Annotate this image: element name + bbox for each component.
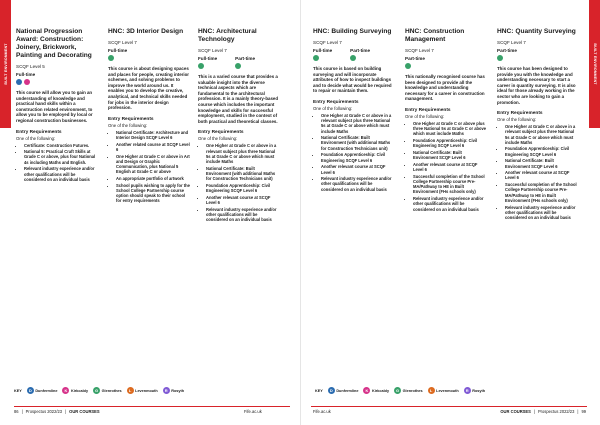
campus-dot-kirkcaldy: K [363,387,370,394]
footer-prospectus: Prospectus 2022/23 [537,409,575,414]
campus-dot-glenrothes [350,55,356,61]
key-item-kirkcaldy [62,387,88,394]
campus-key [315,387,485,394]
requirement-item: • One Higher at Grade C or above in Art and Design or Graphic Communication, plus National 5 English at Grade C or above [116,154,190,175]
key-item-label: Rosyth [472,388,486,393]
study-modes [497,48,579,61]
campus-dot-dunfermline: D [27,387,34,394]
footer-url-text[interactable]: Fife.ac.uk [244,409,262,414]
key-label: KEY [315,388,323,393]
requirement-item: • National Certificate: Built Environment SCQF Level 6 [413,150,487,160]
study-mode-label: Full-time [313,48,333,53]
course-description: This course has been designed to provide you with the knowledge and understanding necessary to start a career in quantity surveying. It is also ideal for those already working in the sector who are looking to gain a promotion. [497,66,576,105]
campus-dot-dunfermline [16,79,22,85]
footer-section: OUR COURSES [69,409,100,414]
key-item-label: Dunfermline [336,388,359,393]
study-mode-label: Full-time [16,72,36,77]
scqf-level: SCQF Level 7 [108,40,137,45]
key-item-levenmouth [428,387,459,394]
campus-key [14,387,184,394]
key-item-label: Rosyth [171,388,185,393]
study-mode [497,48,517,61]
requirement-item: • One Higher at Grade C or above in a relevant subject plus three National 5s at Grade C or above which must include Maths [321,113,395,134]
course-description: This course is about designing spaces and places for people, creating interior schemes, and solving problems to improve the world around us. It enables you to develop the creative, analytical, and technical skills needed for jobs in the interior design profession. [108,66,190,111]
entry-requirements-sub: One of the following: [16,135,56,141]
campus-dots [198,63,217,69]
entry-requirements-sub: One of the following: [198,136,238,142]
key-item-rosyth [464,387,485,394]
requirement-item: • Another relevant course at SCQF Level 6 [206,195,280,205]
key-item-label: Glenrothes [101,388,122,393]
footer-sep: | [533,409,535,414]
course-title: HNC: Building Surveying [313,28,392,35]
requirement-item: • Relevant industry experience and/or other qualifications will be considered on an individual basis [24,166,98,182]
requirement-item: • Relevant industry experience and/or other qualifications will be considered on an individual basis [206,207,280,223]
requirement-item: • Successful completion of the School College Partnership course Pre-MA/Pathway to HE in Built Environment (FHs schools only) [505,182,579,203]
course-title: HNC: 3D Interior Design [108,28,184,35]
footer-rule [14,406,290,407]
requirement-item: • Successful completion of the School College Partnership course Pre-MA/Pathway to HE in Built Environment (FHs schools only) [413,174,487,195]
key-item-glenrothes [93,387,122,394]
entry-requirements-sub: One of the following: [108,122,148,128]
key-item-label: Dunfermline [35,388,58,393]
requirements-list [497,124,579,220]
entry-requirements-heading: Entry Requirements [313,99,359,105]
requirement-item: • Foundation Apprenticeship: Civil Engineering SCQF Level 6 [206,183,280,193]
requirement-item: • Foundation Apprenticeship: Civil Engineering SCQF Level 6 [505,146,579,156]
campus-dot-dunfermline: D [328,387,335,394]
course-description: This nationally recognised course has been designed to provide all the knowledge and understanding necessary for a career in construction management. [405,74,485,102]
requirement-item: • Another relevant course at SCQF Level 6 [505,170,579,180]
requirements-list [16,143,98,182]
study-mode [313,48,332,61]
course-column [405,28,487,213]
requirement-item: • Foundation Apprenticeship: Civil Engineering SCQF Level 6 [321,152,395,162]
campus-dot-levenmouth: L [127,387,134,394]
campus-dots [16,79,35,85]
course-column [108,28,190,205]
campus-dot-levenmouth: L [428,387,435,394]
section-tab-label: BUILT ENVIRONMENT [3,43,8,85]
page-number: 99 [581,409,586,414]
requirements-list [198,143,280,222]
campus-dot-glenrothes [497,55,503,61]
footer-prospectus: Prospectus 2022/23 [25,409,63,414]
campus-dots [108,55,127,61]
course-column [497,28,579,222]
study-mode [350,48,370,61]
key-item-glenrothes [394,387,423,394]
requirements-list [108,130,190,204]
course-column [313,28,395,193]
study-mode-label: Part-time [497,48,517,53]
entry-requirements-heading: Entry Requirements [198,130,244,136]
key-item-label: Kirkcaldy [371,388,390,393]
study-mode-label: Full-time [198,56,218,61]
course-title: HNC: Architectural Technology [198,28,257,43]
study-mode-label: Part-time [405,56,425,61]
key-item-dunfermline [328,387,359,394]
entry-requirements-heading: Entry Requirements [108,116,154,122]
footer-url[interactable] [244,409,262,414]
requirements-list [405,121,487,212]
requirement-item: • National Certificate: Built Environment (with additional Maths for Construction Technicians unit) [321,135,395,151]
course-description: This course will allow you to gain an understanding of knowledge and practical hand skills within a construction related environment, to allow you to be employed by local or regional construction businesses. [16,90,93,123]
study-mode [198,56,217,69]
requirement-item: • Certificate: Construction Futures. [24,143,98,148]
course-title: HNC: Construction Management [405,28,465,43]
scqf-level: SCQF Level 5 [16,64,45,69]
entry-requirements-heading: Entry Requirements [16,129,62,135]
course-column [16,28,98,183]
study-mode-label: Part-time [350,48,371,53]
requirement-item: • National Certificate: Built Environment (with additional Maths for Construction Technicians unit) [206,166,280,182]
study-modes [108,48,190,61]
scqf-level: SCQF Level 7 [405,48,434,53]
footer-rule [311,406,587,407]
campus-dots [235,63,255,69]
campus-dot-kirkcaldy [24,79,30,85]
campus-dot-glenrothes [405,63,411,69]
requirement-item: • Another relevant course at SCQF Level 6 [321,164,395,174]
scqf-level: SCQF Level 7 [313,40,342,45]
course-title: HNC: Quantity Surveying [497,28,576,35]
entry-requirements-sub: One of the following: [313,105,353,111]
study-modes [313,48,395,61]
campus-dots [497,55,517,61]
requirement-item: • One Higher at Grade C or above in a relevant subject plus three National 5s at Grade C or above which must include Maths [505,124,579,145]
requirement-item: • One Higher at Grade C or above in a relevant subject plus three National 5s at Grade C or above which must include Maths [206,143,280,164]
footer [500,409,586,414]
requirement-item: • Foundation Apprenticeship: Civil Engineering SCQF Level 6 [413,138,487,148]
requirement-item: • National Certificate: Built Environment SCQF Level 6 [505,158,579,168]
requirement-item: • Relevant industry experience and/or other qualifications will be considered on an individual basis [321,176,395,192]
entry-requirements-sub: One of the following: [497,117,537,123]
study-mode [235,56,255,69]
footer-section: OUR COURSES [500,409,531,414]
requirement-item: • Relevant industry experience and/or other qualifications will be considered on an individual basis [413,196,487,212]
campus-dot-glenrothes [198,63,204,69]
scqf-level: SCQF Level 7 [198,48,227,53]
requirement-item: • One Higher at Grade C or above plus three National 5s at Grade C or above which must include Maths [413,121,487,137]
campus-dot-glenrothes: G [396,388,400,393]
campus-dots [313,55,332,61]
campus-dot-glenrothes: G [95,388,99,393]
key-item-rosyth [163,387,184,394]
page-number: 86 [14,409,19,414]
course-column [198,28,280,224]
key-item-levenmouth [127,387,158,394]
study-modes [198,56,280,69]
key-item-dunfermline [27,387,58,394]
key-item-label: Levenmouth [436,388,459,393]
footer-sep: | [21,409,23,414]
requirements-list [313,113,395,192]
entry-requirements-heading: Entry Requirements [497,111,543,117]
requirement-item: • National 5: Practical Craft Skills at Grade C or above, plus four National 4s including Maths and English. [24,149,98,165]
course-description: This course is based on building surveying and will incorporate attributes of how to inspect buildings and to decide what would be required to repair or maintain them. [313,66,392,94]
right-page [300,0,600,425]
footer [14,409,100,414]
footer-sep: | [65,409,67,414]
key-item-label: Kirkcaldy [70,388,89,393]
campus-dot-kirkcaldy: K [62,387,69,394]
campus-dots [405,63,425,69]
study-mode [108,48,127,61]
requirement-item: • Relevant industry experience and/or other qualifications will be considered on an individual basis [505,205,579,221]
requirement-item: • National Certificate: Architecture and Interior Design SCQF Level 6 [116,130,190,140]
key-item-label: Glenrothes [402,388,423,393]
section-tab [0,0,11,128]
campus-dot-rosyth: R [163,387,170,394]
entry-requirements-heading: Entry Requirements [405,107,451,113]
campus-dot-glenrothes [313,55,319,61]
campus-dot-glenrothes [108,55,114,61]
requirement-item: • An appropriate portfolio of artwork [116,176,190,181]
section-tab [589,0,600,128]
requirement-item: • Another relevant course at SCQF Level 6 [413,162,487,172]
study-mode [405,56,425,69]
study-modes [405,56,487,69]
campus-dot-glenrothes [235,63,241,69]
course-title: National Progression Award: Construction: Joinery, Brickwork, Painting and Decorating [16,28,92,59]
campus-dots [350,55,370,61]
entry-requirements-sub: One of the following: [405,113,445,119]
footer-url[interactable] [313,409,331,414]
study-modes [16,72,98,85]
key-label: KEY [14,388,22,393]
campus-dot-rosyth: R [464,387,471,394]
key-item-label: Levenmouth [135,388,158,393]
section-tab-label: BUILT ENVIRONMENT [592,43,597,85]
requirement-item: • School pupils wishing to apply for the School College Partnership course option should speak to their school for entry requirements [116,183,190,204]
requirement-item: • Another related course at SCQF Level 6 [116,142,190,152]
study-mode-label: Full-time [108,48,128,53]
course-description: This is a varied course that provides a valuable insight into the diverse technical aspects which are fundamental to the architectural profession. It is a mainly theory-based course which includes the important knowledge and skills for successful employment, studied in the context of both practical and theoretical classes. [198,74,279,124]
key-item-kirkcaldy [363,387,389,394]
study-mode-label: Part-time [235,56,256,61]
footer-sep: | [577,409,579,414]
footer-url-text[interactable]: Fife.ac.uk [313,409,331,414]
scqf-level: SCQF Level 7 [497,40,526,45]
study-mode [16,72,35,85]
